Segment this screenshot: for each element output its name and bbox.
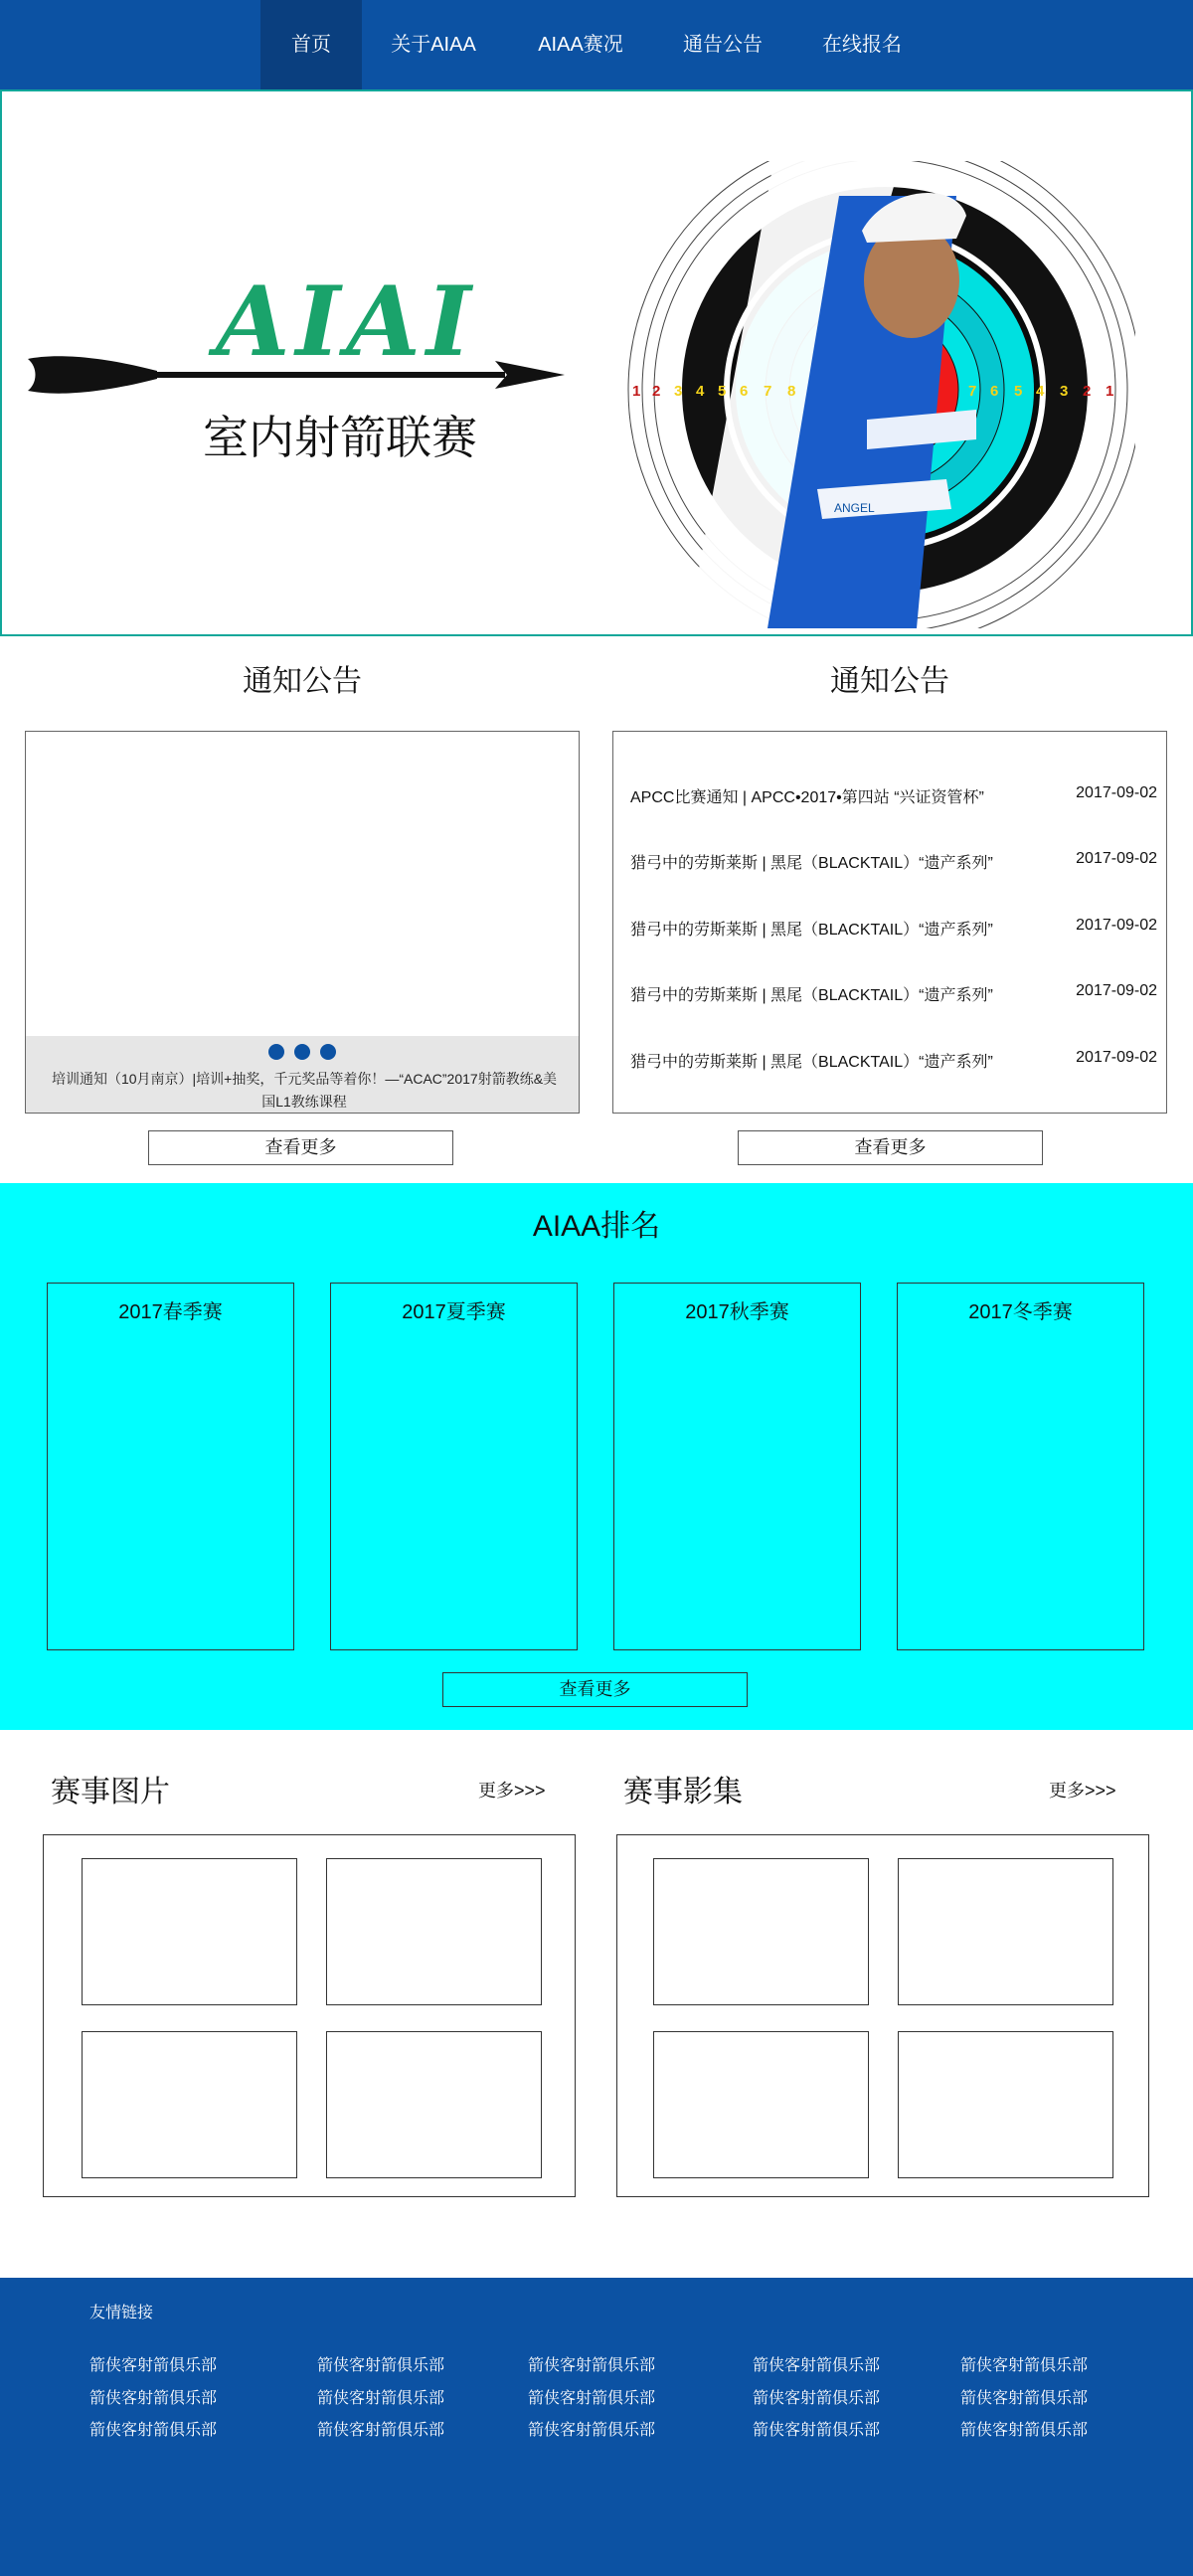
notice-title[interactable]: 猎弓中的劳斯莱斯 | 黑尾（BLACKTAIL）“遗产系列” [630,1054,993,1071]
photos-title: 赛事图片 [51,1776,170,1808]
nav-item-events[interactable]: AIAA赛况 [538,34,623,56]
video-thumbnail[interactable] [898,1858,1113,2005]
svg-text:3: 3 [1060,383,1069,400]
video-thumbnail[interactable] [653,2031,869,2178]
notice-title[interactable]: 猎弓中的劳斯莱斯 | 黑尾（BLACKTAIL）“遗产系列” [630,855,993,872]
notice-title[interactable]: APCC比赛通知 | APCC•2017•第四站 “兴证资管杯” [630,789,984,806]
svg-text:7: 7 [764,383,772,400]
ranking-card-title: 2017春季赛 [118,1301,223,1323]
svg-text:2: 2 [652,383,661,400]
friend-link[interactable]: 箭侠客射箭俱乐部 [753,2357,881,2374]
news-carousel[interactable] [25,731,580,1114]
videos-title: 赛事影集 [623,1776,743,1808]
svg-text:6: 6 [740,383,749,400]
svg-text:7: 7 [968,383,977,400]
hero-subtitle: 室内射箭联赛 [203,412,477,463]
videos-grid [616,1834,1149,2197]
photos-grid [43,1834,576,2197]
carousel-dot[interactable] [320,1044,336,1060]
notice-date: 2017-09-02 [1076,917,1157,934]
ranking-title: AIAA排名 [532,1210,661,1243]
ranking-card-spring[interactable] [47,1283,294,1650]
svg-text:4: 4 [696,383,705,400]
carousel-dot[interactable] [268,1044,284,1060]
friend-link[interactable]: 箭侠客射箭俱乐部 [528,2390,656,2407]
ranking-card-title: 2017夏季赛 [402,1301,506,1323]
video-thumbnail[interactable] [653,1858,869,2005]
nav-item-home[interactable]: 首页 [260,0,362,89]
carousel-caption [26,1036,579,1113]
friend-link[interactable]: 箭侠客射箭俱乐部 [960,2422,1089,2439]
ranking-card-summer[interactable] [330,1283,578,1650]
photo-thumbnail[interactable] [326,2031,542,2178]
hero-title: AIAI [216,265,477,378]
friend-link[interactable]: 箭侠客射箭俱乐部 [317,2390,445,2407]
ranking-card-title: 2017冬季赛 [968,1301,1073,1323]
brand-text: ANGEL [834,501,875,515]
ranking-more-button[interactable]: 查看更多 [442,1672,748,1707]
notice-date: 2017-09-02 [1076,784,1157,801]
friend-link[interactable]: 箭侠客射箭俱乐部 [528,2357,656,2374]
notice-date: 2017-09-02 [1076,982,1157,999]
notice-title[interactable]: 猎弓中的劳斯莱斯 | 黑尾（BLACKTAIL）“遗产系列” [630,922,993,939]
friend-link[interactable]: 箭侠客射箭俱乐部 [960,2390,1089,2407]
nav-item-register[interactable]: 在线报名 [822,34,902,56]
notices-more-button-left[interactable]: 查看更多 [148,1130,453,1165]
notice-item[interactable] [630,1049,1157,1079]
carousel-dot[interactable] [294,1044,310,1060]
nav-item-notices[interactable]: 通告公告 [683,34,763,56]
hero-banner[interactable] [0,89,1193,636]
archery-target-image [618,161,1135,628]
friend-link[interactable]: 箭侠客射箭俱乐部 [317,2357,445,2374]
friend-link[interactable]: 箭侠客射箭俱乐部 [89,2422,218,2439]
notice-date: 2017-09-02 [1076,850,1157,867]
ranking-card-winter[interactable] [897,1283,1144,1650]
notices-more-button-right[interactable]: 查看更多 [738,1130,1043,1165]
friend-link[interactable]: 箭侠客射箭俱乐部 [528,2422,656,2439]
svg-text:6: 6 [990,383,999,400]
photo-thumbnail[interactable] [326,1858,542,2005]
notice-item[interactable] [630,784,1157,814]
friend-link[interactable]: 箭侠客射箭俱乐部 [89,2357,218,2374]
notice-date: 2017-09-02 [1076,1049,1157,1066]
notice-item[interactable] [630,917,1157,946]
carousel-dots [26,1044,579,1065]
ranking-card-autumn[interactable] [613,1283,861,1650]
video-thumbnail[interactable] [898,2031,1113,2178]
friend-links-title: 友情链接 [89,2305,154,2321]
notice-list [612,731,1167,1114]
svg-text:2: 2 [1083,383,1092,400]
friend-link[interactable]: 箭侠客射箭俱乐部 [753,2422,881,2439]
notice-title[interactable]: 猎弓中的劳斯莱斯 | 黑尾（BLACKTAIL）“遗产系列” [630,987,993,1004]
notices-heading-right: 通知公告 [830,665,949,698]
notice-item[interactable] [630,850,1157,880]
friend-link[interactable]: 箭侠客射箭俱乐部 [317,2422,445,2439]
svg-text:1: 1 [632,383,641,400]
top-nav [0,0,1193,89]
photos-more-link[interactable]: 更多>>> [478,1781,546,1801]
ranking-section [0,1183,1193,1730]
svg-text:4: 4 [1036,383,1045,400]
friend-link[interactable]: 箭侠客射箭俱乐部 [753,2390,881,2407]
footer [0,2278,1193,2576]
notice-item[interactable] [630,982,1157,1012]
svg-text:5: 5 [1014,383,1023,400]
svg-text:8: 8 [787,383,796,400]
svg-text:1: 1 [1106,383,1114,400]
ranking-card-title: 2017秋季赛 [685,1301,789,1323]
carousel-caption-text[interactable]: 培训通知（10月南京）|培训+抽奖，千元奖品等着你！—“ACAC”2017射箭教练&美国L1教练课程 [51,1071,558,1110]
photo-thumbnail[interactable] [82,2031,297,2178]
nav-item-about[interactable]: 关于AIAA [391,34,476,56]
svg-text:5: 5 [718,383,727,400]
friend-link[interactable]: 箭侠客射箭俱乐部 [960,2357,1089,2374]
svg-text:3: 3 [674,383,683,400]
notices-heading-left: 通知公告 [243,665,362,698]
photo-thumbnail[interactable] [82,1858,297,2005]
friend-link[interactable]: 箭侠客射箭俱乐部 [89,2390,218,2407]
videos-more-link[interactable]: 更多>>> [1049,1781,1116,1801]
